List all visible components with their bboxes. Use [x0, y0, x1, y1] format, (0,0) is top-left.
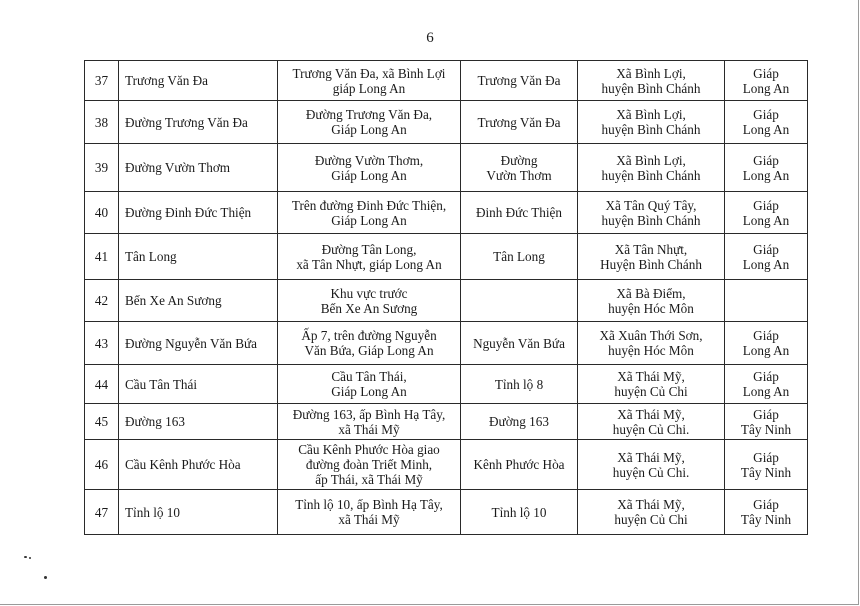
cell-name: Cầu Kênh Phước Hòa	[119, 440, 278, 490]
cell-description-line: Ấp 7, trên đường Nguyễn	[301, 328, 437, 343]
cell-border	[725, 404, 808, 440]
cell-location-line: Xã Bình Lợi,	[616, 107, 686, 122]
cell-border-line: Long An	[742, 212, 790, 228]
cell-description-line: Cầu Kênh Phước Hòa giao	[298, 442, 440, 457]
cell-location-line: Xã Thái Mỹ,	[617, 369, 685, 384]
cell-border-line: Long An	[742, 384, 790, 399]
cell-border-line: Long An	[742, 122, 790, 137]
cell-name: Tỉnh lộ 10	[119, 490, 278, 535]
cell-border-line: Giáp	[753, 152, 779, 168]
cell-road-line: Tỉnh lộ 8	[494, 376, 544, 392]
table-row	[85, 322, 808, 365]
cell-description	[278, 144, 461, 192]
cell-road-line: Kênh Phước Hòa	[473, 457, 565, 472]
cell-border	[725, 234, 808, 280]
cell-road-line: Tỉnh lộ 10	[491, 504, 547, 520]
cell-border	[725, 101, 808, 144]
cell-stt: 45	[85, 404, 119, 440]
cell-border	[725, 490, 808, 535]
cell-location-line: huyện Hóc Môn	[608, 300, 694, 316]
cell-border	[725, 280, 808, 322]
cell-name: Đường Đinh Đức Thiện	[119, 192, 278, 234]
cell-location-line: Xã Bình Lợi,	[616, 65, 686, 81]
cell-location	[578, 192, 725, 234]
scan-speck	[44, 576, 47, 579]
cell-stt: 37	[85, 61, 119, 101]
scan-speck	[29, 557, 31, 559]
cell-road-line: Vườn Thơm	[486, 167, 552, 183]
cell-name: Bến Xe An Sương	[119, 280, 278, 322]
table-row	[85, 234, 808, 280]
cell-description-line: đường đoàn Triết Minh,	[305, 457, 433, 472]
checkpoint-table	[84, 60, 808, 535]
cell-location-line: Huyện Bình Chánh	[600, 256, 702, 272]
cell-stt: 44	[85, 365, 119, 404]
cell-border-line: Giáp	[753, 449, 779, 465]
table-row	[85, 440, 808, 490]
cell-road	[461, 144, 578, 192]
cell-description-line: giáp Long An	[332, 80, 406, 96]
page-number: 6	[426, 30, 434, 46]
cell-road	[461, 440, 578, 490]
cell-description-line: xã Tân Nhựt, giáp Long An	[296, 256, 442, 272]
cell-description-line: Cầu Tân Thái,	[331, 369, 407, 384]
cell-location-line: huyện Củ Chi	[614, 512, 688, 527]
cell-location-line: Xã Bình Lợi,	[616, 152, 686, 168]
cell-name: Đường Nguyễn Văn Bứa	[119, 322, 278, 365]
cell-location-line: huyện Bình Chánh	[601, 80, 701, 96]
table-row	[85, 144, 808, 192]
cell-border	[725, 322, 808, 365]
cell-location-line: huyện Hóc Môn	[608, 343, 694, 358]
cell-description-line: Bến Xe An Sương	[320, 300, 418, 316]
cell-stt: 40	[85, 192, 119, 234]
cell-border-line: Tây Ninh	[740, 512, 792, 527]
cell-location-line: Xã Xuân Thới Sơn,	[599, 328, 703, 343]
cell-road-line: Tân Long	[493, 249, 545, 264]
cell-border-line: Long An	[742, 80, 790, 96]
cell-road-line: Trương Văn Đa	[477, 114, 561, 130]
cell-name: Đường Trương Văn Đa	[119, 101, 278, 144]
cell-description-line: Tỉnh lộ 10, ấp Bình Hạ Tây,	[295, 497, 443, 512]
cell-location-line: Xã Bà Điểm,	[616, 285, 686, 301]
cell-border	[725, 192, 808, 234]
cell-road	[461, 61, 578, 101]
cell-name: Đường Vườn Thơm	[119, 144, 278, 192]
cell-location	[578, 234, 725, 280]
cell-location	[578, 101, 725, 144]
cell-location	[578, 144, 725, 192]
cell-description-line: Đường Trương Văn Đa,	[305, 107, 433, 122]
cell-stt: 41	[85, 234, 119, 280]
table-row	[85, 490, 808, 535]
cell-stt: 46	[85, 440, 119, 490]
cell-location-line: Xã Thái Mỹ,	[617, 449, 685, 465]
cell-description	[278, 101, 461, 144]
cell-stt: 42	[85, 280, 119, 322]
cell-name: Trương Văn Đa	[119, 61, 278, 101]
cell-location-line: Xã Tân Quý Tây,	[605, 197, 697, 213]
cell-border-line: Long An	[742, 256, 790, 272]
cell-stt: 43	[85, 322, 119, 365]
cell-name: Tân Long	[119, 234, 278, 280]
cell-border-line: Long An	[742, 167, 790, 183]
cell-description-line: Đường Vườn Thơm,	[314, 152, 424, 168]
cell-location	[578, 61, 725, 101]
cell-location	[578, 490, 725, 535]
cell-description	[278, 61, 461, 101]
cell-name: Đường 163	[119, 404, 278, 440]
cell-description	[278, 192, 461, 234]
cell-border-line: Giáp	[753, 197, 779, 213]
cell-border	[725, 440, 808, 490]
cell-description-line: ấp Thái, xã Thái Mỹ	[315, 472, 423, 487]
table-row	[85, 192, 808, 234]
cell-road	[461, 192, 578, 234]
cell-location-line: huyện Củ Chi.	[612, 421, 690, 437]
table-row	[85, 365, 808, 404]
cell-location-line: Xã Thái Mỹ,	[617, 497, 685, 512]
cell-location	[578, 404, 725, 440]
cell-description	[278, 490, 461, 535]
cell-border-line: Giáp	[753, 328, 779, 343]
cell-location-line: huyện Bình Chánh	[601, 212, 701, 228]
cell-location-line: Xã Thái Mỹ,	[617, 406, 685, 422]
cell-description-line: Giáp Long An	[331, 122, 407, 137]
cell-stt: 47	[85, 490, 119, 535]
cell-location-line: huyện Bình Chánh	[601, 122, 701, 137]
cell-location-line: huyện Bình Chánh	[601, 167, 701, 183]
cell-description-line: Đường Tân Long,	[321, 241, 417, 257]
cell-road	[461, 234, 578, 280]
cell-location	[578, 322, 725, 365]
cell-description-line: Trương Văn Đa, xã Bình Lợi	[292, 65, 446, 81]
cell-road	[461, 101, 578, 144]
cell-location-line: Xã Tân Nhựt,	[614, 241, 688, 257]
cell-road	[461, 280, 578, 322]
cell-location-line: huyện Củ Chi.	[612, 464, 690, 480]
cell-road	[461, 404, 578, 440]
cell-description-line: Đường 163, ấp Bình Hạ Tây,	[292, 406, 446, 422]
cell-road-line: Nguyễn Văn Bứa	[473, 335, 565, 351]
cell-border-line: Tây Ninh	[740, 464, 792, 480]
cell-border-line: Long An	[742, 343, 790, 358]
cell-border-line: Giáp	[753, 65, 779, 81]
cell-description-line: xã Thái Mỹ	[338, 512, 400, 527]
cell-location	[578, 440, 725, 490]
cell-description	[278, 404, 461, 440]
cell-border	[725, 365, 808, 404]
cell-road	[461, 322, 578, 365]
cell-road	[461, 490, 578, 535]
cell-description-line: Trên đường Đinh Đức Thiện,	[291, 197, 447, 213]
cell-border-line: Giáp	[753, 406, 779, 422]
table-row	[85, 280, 808, 322]
cell-stt: 38	[85, 101, 119, 144]
table-row	[85, 404, 808, 440]
cell-name: Cầu Tân Thái	[119, 365, 278, 404]
cell-description-line: Khu vực trước	[330, 285, 408, 301]
cell-description-line: Văn Bứa, Giáp Long An	[304, 343, 434, 358]
cell-stt: 39	[85, 144, 119, 192]
table-body	[85, 61, 808, 535]
table-row	[85, 61, 808, 101]
cell-location-line: huyện Củ Chi	[614, 384, 688, 399]
cell-border-line: Giáp	[753, 369, 779, 384]
cell-border-line: Tây Ninh	[740, 421, 792, 437]
cell-road-line: Đường	[500, 152, 538, 168]
cell-road-line: Trương Văn Đa	[477, 73, 561, 88]
cell-border-line: Giáp	[753, 241, 779, 257]
cell-description-line: Giáp Long An	[331, 167, 407, 183]
cell-description	[278, 322, 461, 365]
table-row	[85, 101, 808, 144]
cell-description-line: Giáp Long An	[331, 384, 407, 399]
cell-description	[278, 365, 461, 404]
cell-road-line: Đường 163	[489, 414, 549, 429]
cell-border-line: Giáp	[753, 497, 779, 512]
cell-description-line: Giáp Long An	[331, 212, 407, 228]
cell-location	[578, 280, 725, 322]
cell-road	[461, 365, 578, 404]
cell-border-line: Giáp	[753, 107, 779, 122]
cell-road-line: Đinh Đức Thiện	[475, 205, 562, 220]
cell-description	[278, 234, 461, 280]
cell-border	[725, 144, 808, 192]
cell-location	[578, 365, 725, 404]
cell-border	[725, 61, 808, 101]
cell-description-line: xã Thái Mỹ	[338, 421, 400, 437]
scan-speck	[24, 556, 27, 558]
cell-description	[278, 280, 461, 322]
cell-description	[278, 440, 461, 490]
